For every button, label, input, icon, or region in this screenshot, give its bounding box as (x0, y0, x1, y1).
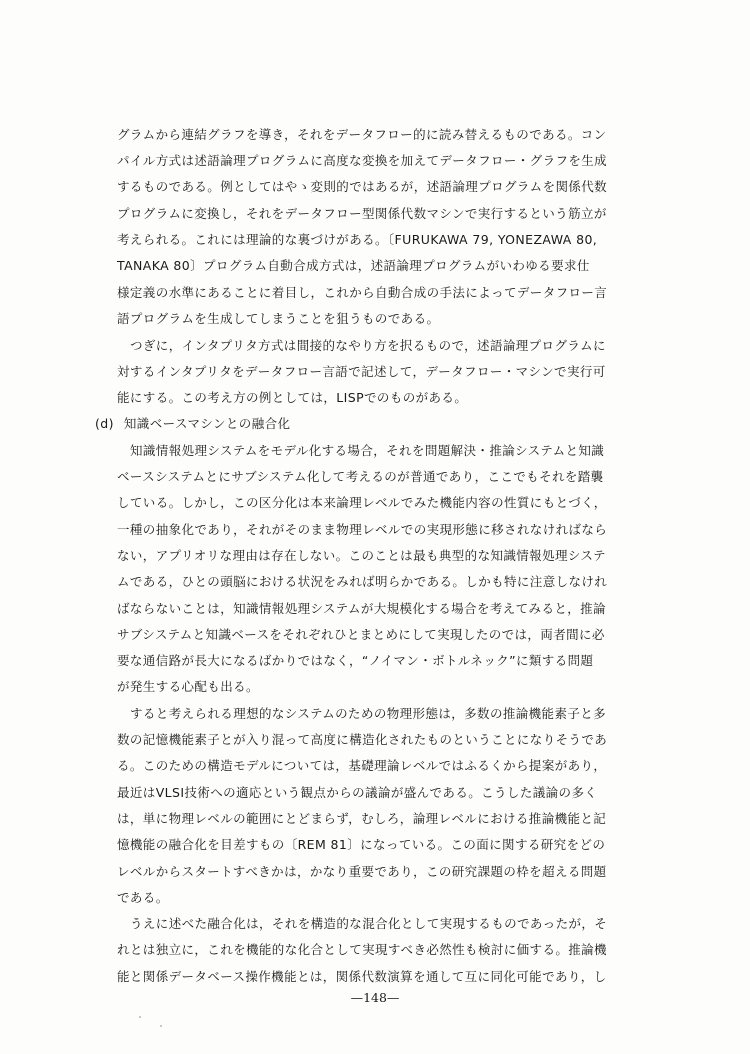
body-text-line: 対するインタプリタをデータフロー言語で記述して，データフロー・マシンで実行可 (117, 364, 606, 379)
body-text-line: 一種の抽象化であり，それがそのまま物理レベルでの実現形態に移されなければなら (117, 522, 608, 537)
body-text-line: ない，アプリオリな理由は存在しない。このことは最も典型的な知識情報処理システ (117, 548, 606, 563)
body-text-line: するものである。例としてはやゝ変則的ではあるが，述語論理プログラムを関係代数 (117, 179, 608, 194)
section-heading-title: 知識ベースマシンとの融合化 (123, 416, 291, 431)
section-heading-marker: (d) (95, 416, 114, 431)
body-text-line: している。しかし，この区分化は本来論理レベルでみた機能内容の性質にもとづく， (117, 495, 607, 510)
scan-speck (160, 1025, 162, 1027)
body-text-line: である。 (117, 890, 169, 905)
scan-speck (139, 1016, 141, 1018)
body-text-line: 語プログラムを生成してしまうことを狙うものである。 (117, 311, 440, 326)
body-text-line: 能にする。この考え方の例としては，LISPでのものがある。 (117, 390, 468, 405)
body-text-line: 考えられる。これには理論的な裏づけがある。〔FURUKAWA 79, YONEZAWA 80, (117, 232, 598, 247)
body-text-line: ベースシステムとにサブシステム化して考えるのが普通であり，ここでもそれを踏襲 (117, 469, 604, 484)
body-text-line: うえに述べた融合化は，それを構造的な混合化として実現するものであったが，そ (130, 916, 608, 931)
body-text-line: グラムから連結グラフを導き，それをデータフロー的に読み替えるものである。コン (117, 127, 607, 142)
body-text-line: 最近はVLSI技術への適応という観点からの議論が盛んである。こうした議論の多く (117, 785, 598, 800)
body-text-line: 憶機能の融合化を目差すもの〔REM 81〕になっている。この面に関する研究をどの (117, 837, 606, 852)
body-text-line: 知識情報処理システムをモデル化する場合，それを問題解決・推論システムと知識 (130, 443, 605, 458)
body-text-line: ムである，ひとの頭脳における状況をみれば明らかである。しかも特に注意しなけれ (117, 574, 608, 589)
body-text-line: 能と関係データベース操作機能とは，関係代数演算を通して互に同化可能であり，し (117, 969, 607, 984)
body-text-line: パイル方式は述語論理プログラムに高度な変換を加えてデータフロー・グラフを生成 (117, 153, 608, 168)
section-heading (95, 414, 615, 434)
body-text-line: 数の記憶機能素子とが入り混って高度に構造化されたものということになりそうであ (117, 732, 608, 747)
body-text-line: ばならないことは，知識情報処理システムが大規模化する場合を考えてみると，推論 (117, 601, 606, 616)
body-text-line: つぎに，インタプリタ方式は間接的なやり方を択るもので，述語論理プログラムに (130, 338, 606, 353)
body-text-line: 様定義の水準にあることに着目し，これから自動合成の手法によってデータフロー言 (117, 285, 608, 300)
body-text-line: TANAKA 80〕プログラム自動合成方式は，述語論理プログラムがいわゆる要求仕 (117, 258, 590, 273)
body-text-line: る。このための構造モデルについては，基礎理論レベルではふるくから提案があり， (117, 758, 607, 773)
body-text-line: プログラムに変換し，それをデータフロー型関係代数マシンで実行するという筋立が (117, 206, 607, 221)
body-text-line: 要な通信路が長大になるばかりではなく，“ノイマン・ボトルネック”に類する問題 (117, 653, 594, 668)
body-text-line: れとは独立に，これを機能的な化合として実現すべき必然性も検討に価する。推論機 (117, 942, 607, 957)
body-text-line: すると考えられる理想的なシステムのための物理形態は，多数の推論機能素子と多 (130, 706, 607, 721)
body-text-line: が発生する心配も出る。 (117, 679, 259, 694)
body-text-line: レベルからスタートすべきかは，かなり重要であり，この研究課題の枠を超える問題 (117, 864, 607, 879)
body-text-line: は，単に物理レベルの範囲にとどまらず，むしろ，論理レベルにおける推論機能と記 (117, 811, 607, 826)
body-text-line: サブシステムと知識ベースをそれぞれひとまとめにして実現したのでは，両者間に必 (117, 627, 605, 642)
page-number: —148— (350, 990, 400, 1005)
